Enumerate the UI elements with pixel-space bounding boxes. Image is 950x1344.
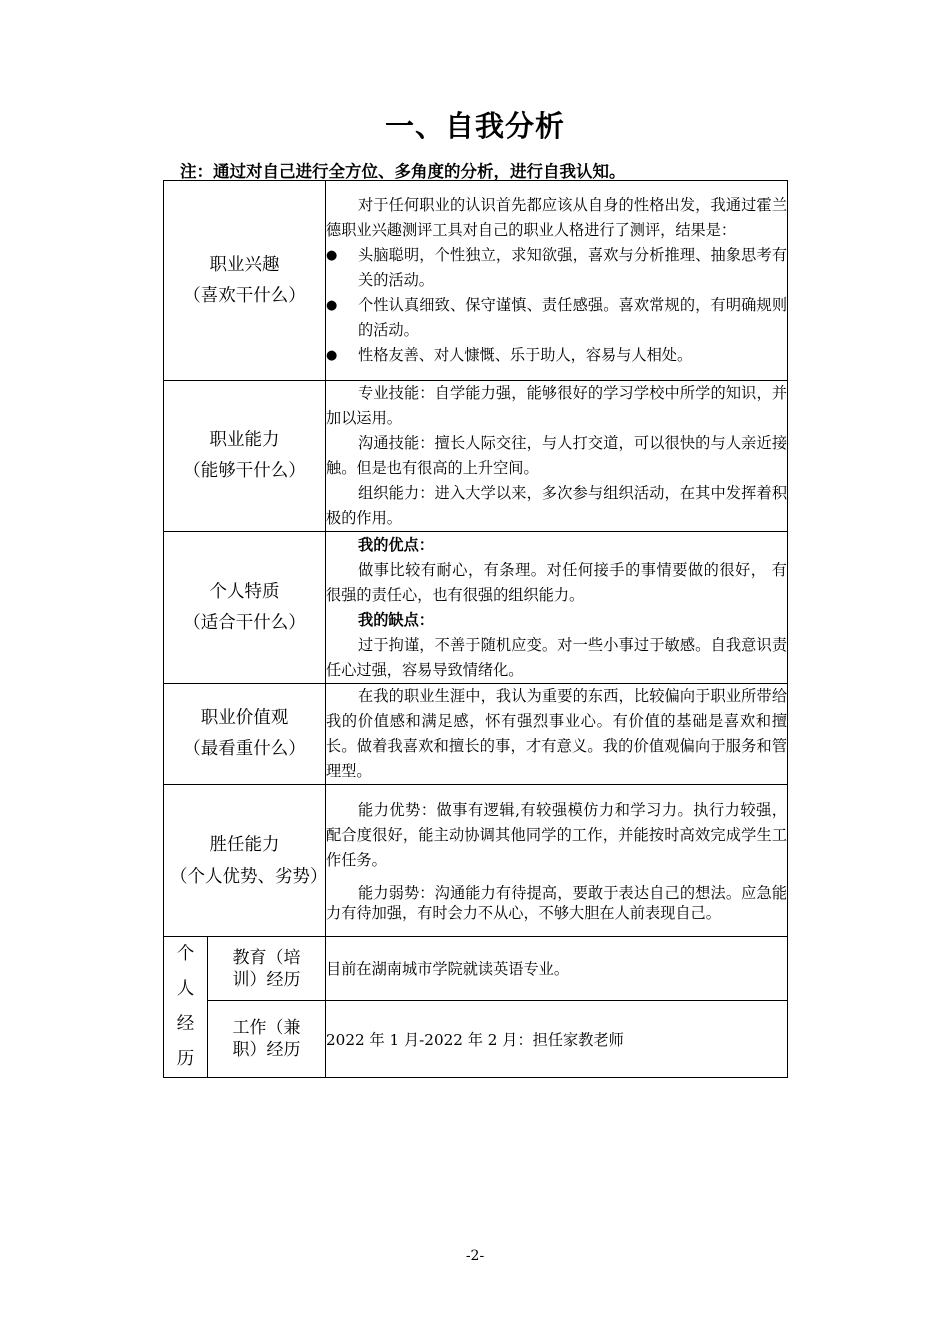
ability-row [164, 381, 788, 532]
trait-row [164, 532, 788, 684]
interest-bullet: ● 性格友善、对人慷慨、乐于助人，容易与人相处。 [326, 343, 787, 368]
bullet-icon: ● [326, 248, 338, 263]
interest-intro: 对于任何职业的认识首先都应该从自身的性格出发，我通过霍兰德职业兴趣测评工具对自己的职业人格进行了测评，结果是： [326, 196, 787, 239]
bullet-icon: ● [326, 348, 338, 363]
ability-paragraph: 专业技能：自学能力强，能够很好的学习学校中所学的知识，并加以运用。 [326, 384, 787, 427]
interest-row [164, 181, 788, 381]
competence-content [326, 785, 788, 937]
ability-paragraph: 组织能力：进入大学以来，多次参与组织活动，在其中发挥着积极的作用。 [326, 484, 787, 527]
pros-title: 我的优点： [358, 535, 434, 554]
trait-content [326, 532, 788, 684]
work-row [164, 1001, 788, 1078]
competence-label: 胜任能力 （个人优势、劣势） [164, 785, 326, 937]
ability-content [326, 381, 788, 532]
experience-label: 个 人 经 历 [164, 937, 208, 1078]
work-value: 2022 年 1 月-2022 年 2 月：担任家教老师 [326, 1001, 788, 1078]
pros-text: 做事比较有耐心，有条理。对任何接手的事情要做的很好， 有很强的责任心，也有很强的组织能力。 [326, 560, 787, 604]
interest-bullet: ● 头脑聪明，个性独立，求知欲强，喜欢与分析推理、抽象思考有关的活动。 [326, 243, 787, 293]
interest-content [326, 181, 788, 381]
values-text: 在我的职业生涯中，我认为重要的东西，比较偏向于职业所带给我的价值感和满足感，怀有强烈事业心。有价值的基础是喜欢和擅长。做着我喜欢和擅长的事，才有意义。我的价值观偏向于服务和管理型。 [326, 687, 787, 780]
ability-label: 职业能力 （能够干什么） [164, 381, 326, 532]
competence-row [164, 785, 788, 937]
interest-bullet: ● 个性认真细致、保守谨慎、责任感强。喜欢常规的，有明确规则的活动。 [326, 293, 787, 343]
education-label: 教育（培训）经历 [208, 937, 326, 1001]
work-label: 工作（兼职）经历 [208, 1001, 326, 1078]
self-analysis-table [163, 180, 788, 1078]
page-number: -2- [465, 1248, 485, 1264]
interest-label: 职业兴趣 （喜欢干什么） [164, 181, 326, 381]
ability-paragraph: 沟通技能：擅长人际交往，与人打交道，可以很快的与人亲近接触。但是也有很高的上升空间。 [326, 434, 787, 477]
education-row [164, 937, 788, 1001]
cons-text: 过于拘谨，不善于随机应变。对一些小事过于敏感。自我意识责任心过强，容易导致情绪化。 [326, 635, 787, 679]
trait-label: 个人特质 （适合干什么） [164, 532, 326, 684]
education-value: 目前在湖南城市学院就读英语专业。 [326, 937, 788, 1001]
strength-text: 能力优势：做事有逻辑,有较强模仿力和学习力。执行力较强，配合度很好，能主动协调其他同学的工作，并能按时高效完成学生工作任务。 [326, 801, 787, 869]
page-title: 一、自我分析 [384, 109, 565, 143]
weakness-text: 能力弱势：沟通能力有待提高，要敢于表达自己的想法。应急能力有待加强，有时会力不从心，不够大胆在人前表现自己。 [326, 884, 787, 922]
values-content [326, 684, 788, 785]
values-label: 职业价值观 （最看重什么） [164, 684, 326, 785]
bullet-icon: ● [326, 298, 338, 313]
cons-title: 我的缺点： [358, 610, 434, 629]
values-row [164, 684, 788, 785]
note-text: 注：通过对自己进行全方位、多角度的分析，进行自我认知。 [180, 162, 626, 181]
